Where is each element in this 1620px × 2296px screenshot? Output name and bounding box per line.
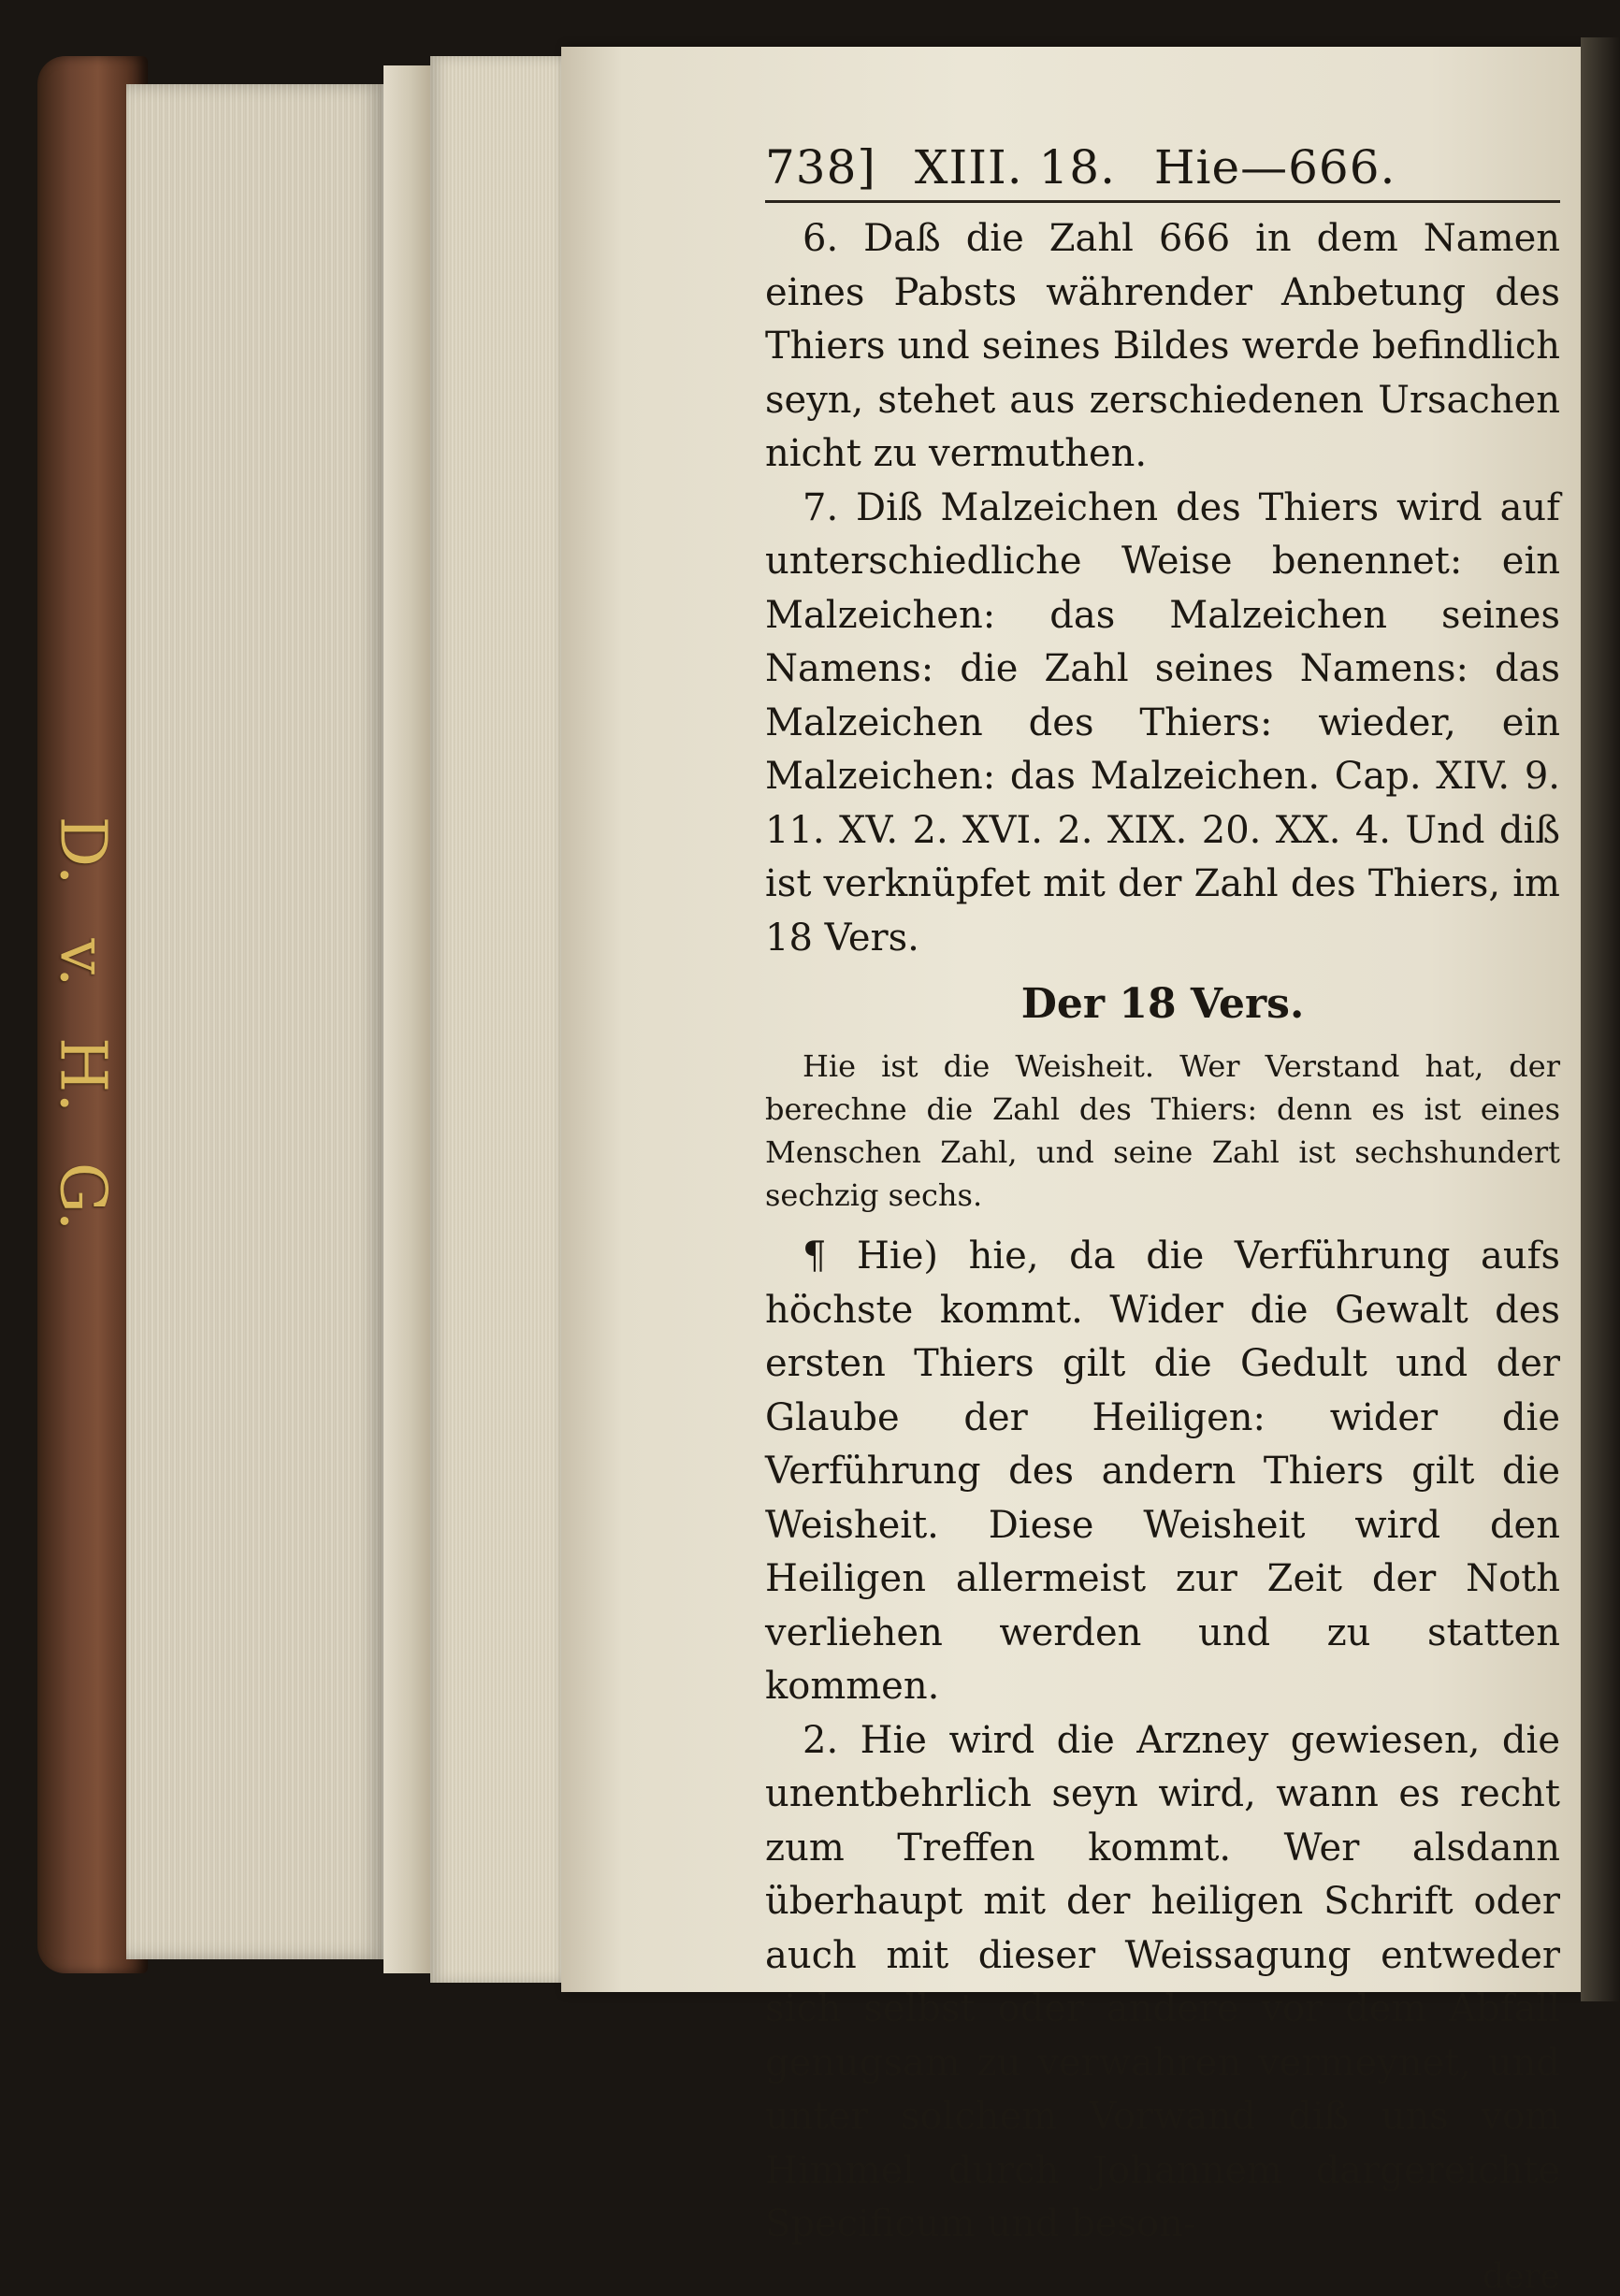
chapter-verse: XIII. 18. [914,140,1117,195]
page-text [765,140,1560,2296]
spine-letter: v. [45,938,120,988]
page-stack [430,56,561,1983]
paragraph: 6. Daß die Zahl 666 in dem Namen eines Pabsts währender Anbetung des Thiers und seines Bildes werde befindlich seyn, stehet aus zerschiedenen Ursachen nicht zu vermuthen. [765,217,1560,475]
page-gutter [383,65,430,1973]
paragraph: 2. Hie wird die Arzney gewiesen, die unentbehrlich seyn wird, wann es recht zum Treffen kommt. Wer alsdann überhaupt mit der heiligen Schrift oder auch mit dieser Weissagung entweder sich selbst oder andere vor dem Abfall genugsam zu verwahren vermeynet, und unter solchem Vorwand diß uns vom Himmel durch Johannem dargereichte Specificum und beson- [765,1718,1560,2245]
verse-text: Hie ist die Weisheit. Wer Verstand hat, der berechne die Zahl des Thiers: denn es ist eines Menschen Zahl, und seine Zahl ist sechshundert sechzig sechs. [765,1048,1560,1213]
paragraph: ¶ Hie) hie, da die Verführung aufs höchste kommt. Wider die Gewalt des ersten Thiers gilt die Gedult und der Glaube der Heiligen: wider die Verführung des andern Thiers gilt die Weisheit. Diese Weisheit wird den Heiligen allermeist zur Zeit der Noth verliehen werden und zu statten kommen. [765,1235,1560,1708]
catchword: dere [1483,2257,1560,2296]
spine-letter: G. [45,1162,120,1232]
paragraph: 7. Diß Malzeichen des Thiers wird auf unterschiedliche Weise benennet: ein Malzeichen: das Malzeichen seines Namens: die Zahl seines Namens: das Malzeichen des Thiers: wieder, ein Malzeichen: das Malzeichen. Cap. XIV. 9. 11. XV. 2. XVI. 2. XIX. 20. XX. 4. Und diß ist verknüpfet mit der Zahl des Thiers, im 18 Vers. [765,485,1560,960]
spine-letter: D. [45,816,120,886]
spine-lettering [45,814,120,1263]
running-header [765,140,1560,203]
section-heading: Der 18 Vers. [1020,980,1305,1028]
page-shadow [1581,37,1620,2001]
page-block-edge [126,84,383,1959]
running-title: Hie—666. [1153,140,1396,195]
spine-letter: H. [45,1037,120,1113]
page-number: 738] [765,140,876,195]
